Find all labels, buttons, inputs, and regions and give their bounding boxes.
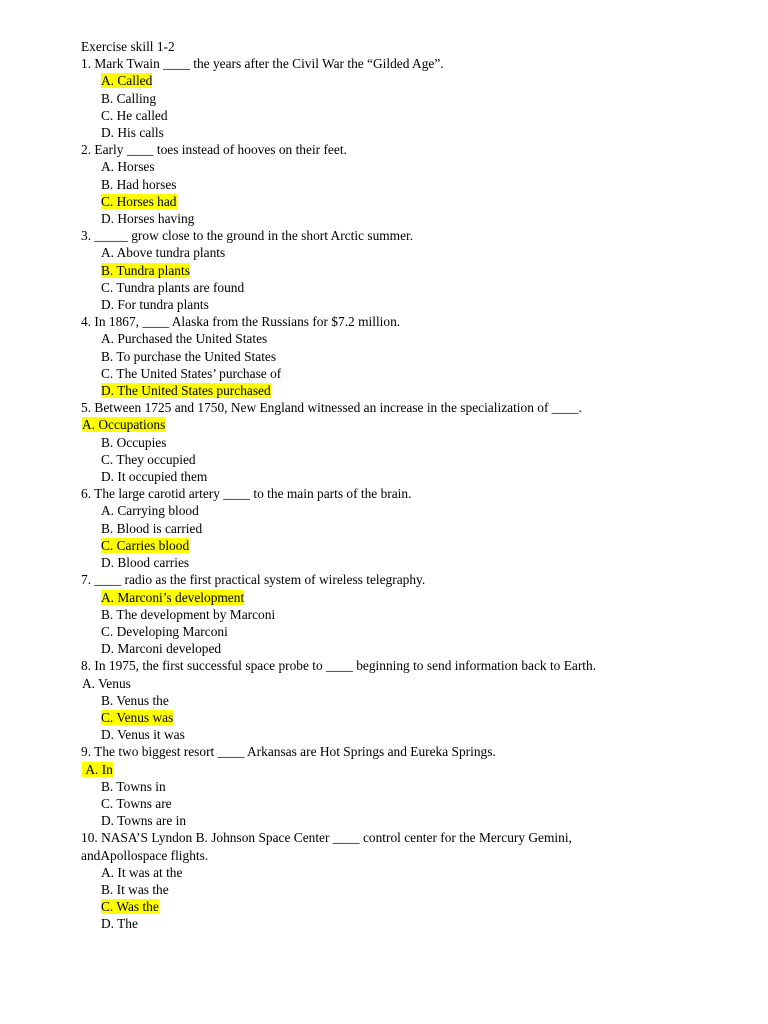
answer-highlight: A. Occupations: [82, 417, 166, 433]
answer-highlight: [82, 762, 113, 777]
option-7c: C. Developing Marconi: [101, 623, 228, 639]
exercise-document: [0, 38, 768, 933]
option-7a: [0, 589, 768, 606]
answer-highlight: B. Tundra plants: [101, 262, 190, 278]
option-2c: [0, 193, 768, 210]
option-6b: B. Blood is carried: [101, 520, 203, 536]
question-8: 8. In 1975, the first successful space probe to ____ beginning to send information back to Earth.: [81, 658, 597, 674]
option-3d: D. For tundra plants: [101, 297, 209, 313]
option-3b: [0, 262, 768, 279]
option-2b: B. Had horses: [101, 176, 177, 192]
question-7: 7. ____ radio as the first practical system of wireless telegraphy.: [81, 572, 426, 588]
option-1d: D. His calls: [101, 125, 164, 141]
option-5b: B. Occupies: [101, 434, 167, 450]
option-9b: B. Towns in: [101, 778, 166, 794]
option-1b: B. Calling: [101, 90, 157, 106]
answer-highlight: C. Venus was: [101, 709, 174, 725]
question-10-continued: andApollospace flights.: [81, 847, 209, 863]
option-9a-text: A. In: [85, 761, 113, 777]
question-5: 5. Between 1725 and 1750, New England witnessed an increase in the specialization of ____.: [81, 400, 582, 416]
option-6c: [0, 537, 768, 554]
option-7d: D. Marconi developed: [101, 641, 222, 657]
option-2a: A. Horses: [101, 159, 155, 175]
option-5c: C. They occupied: [101, 451, 196, 467]
option-1c: C. He called: [101, 107, 168, 123]
option-10a: A. It was at the: [101, 864, 183, 880]
question-9: 9. The two biggest resort ____ Arkansas are Hot Springs and Eureka Springs.: [81, 744, 496, 760]
answer-highlight: A. Called: [101, 73, 153, 89]
question-1: 1. Mark Twain ____ the years after the Civil War the “Gilded Age”.: [81, 56, 444, 72]
option-5d: D. It occupied them: [101, 469, 208, 485]
option-6d: D. Blood carries: [101, 555, 190, 571]
answer-highlight: C. Carries blood: [101, 537, 190, 553]
question-4: 4. In 1867, ____ Alaska from the Russians for $7.2 million.: [81, 314, 401, 330]
option-3c: C. Tundra plants are found: [101, 279, 245, 295]
option-9c: C. Towns are: [101, 795, 172, 811]
answer-highlight: C. Horses had: [101, 193, 177, 209]
option-10c: [0, 898, 768, 915]
option-6a: A. Carrying blood: [101, 503, 199, 519]
option-1a: [0, 72, 768, 89]
option-4d: [0, 382, 768, 399]
question-2: 2. Early ____ toes instead of hooves on their feet.: [81, 142, 347, 158]
option-7b: B. The development by Marconi: [101, 606, 276, 622]
option-5a: [0, 416, 768, 433]
option-9d: D. Towns are in: [101, 813, 187, 829]
option-8a: A. Venus: [82, 675, 131, 691]
option-8b: B. Venus the: [101, 692, 169, 708]
exercise-title: Exercise skill 1-2: [81, 39, 175, 54]
option-3a: A. Above tundra plants: [101, 245, 226, 261]
option-2d: D. Horses having: [101, 211, 195, 227]
answer-highlight: C. Was the: [101, 899, 159, 915]
option-4c: C. The United States’ purchase of: [101, 365, 282, 381]
option-10b: B. It was the: [101, 881, 169, 897]
question-6: 6. The large carotid artery ____ to the main parts of the brain.: [81, 486, 412, 502]
option-4a: A. Purchased the United States: [101, 331, 268, 347]
option-4b: B. To purchase the United States: [101, 348, 277, 364]
answer-highlight: D. The United States purchased: [101, 383, 271, 399]
option-8d: D. Venus it was: [101, 727, 185, 743]
option-9a: [0, 761, 768, 778]
option-8c: [0, 709, 768, 726]
option-10d: D. The: [101, 916, 138, 932]
question-10: 10. NASA’S Lyndon B. Johnson Space Center ____ control center for the Mercury Gemini,: [81, 830, 572, 846]
question-3: 3. _____ grow close to the ground in the short Arctic summer.: [81, 228, 414, 244]
answer-highlight: A. Marconi’s development: [101, 589, 245, 605]
